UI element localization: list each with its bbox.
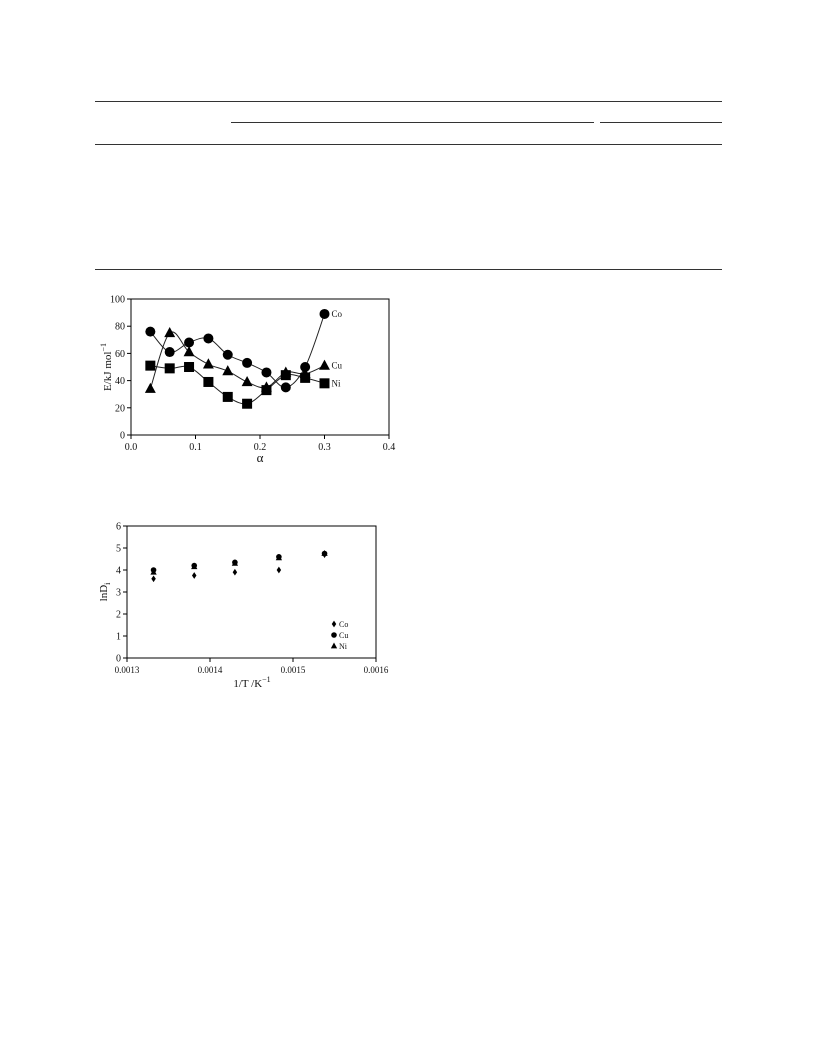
chart2-y-tick-label: 6 xyxy=(116,521,121,533)
chart2-y-tick-label: 0 xyxy=(116,653,121,665)
chart1-x-tick-label: 0.1 xyxy=(189,442,202,453)
chart2-legend-label-ni: Ni xyxy=(339,642,347,651)
chart2-point-co xyxy=(151,575,155,582)
chart1-y-tick-label: 80 xyxy=(115,321,125,333)
chart1-x-tick-label: 0.2 xyxy=(253,442,267,453)
chart2-y-tick-label: 5 xyxy=(116,543,121,555)
chart2-legend-label-co: Co xyxy=(339,620,349,629)
chart2-x-tick-label: 0.0016 xyxy=(363,665,389,675)
chart1-x-tick-label: 0.4 xyxy=(382,442,396,453)
chart2-point-co xyxy=(192,572,196,579)
chart2-x-tick-label: 0.0013 xyxy=(114,665,140,675)
chart1-y-axis-label: E/kJ mol$^{-1}$ xyxy=(99,343,114,391)
chart2-y-tick-label: 1 xyxy=(116,631,121,643)
chart1-y-tick-label: 100 xyxy=(110,294,125,306)
chart1-x-tick-label: 0.0 xyxy=(124,442,138,453)
chart2-y-tick-label: 3 xyxy=(116,587,121,599)
chart2-legend-marker-ni xyxy=(331,643,337,649)
chart2-y-tick-label: 2 xyxy=(116,609,121,621)
chart2-point-co xyxy=(233,569,237,576)
chart1-x-tick-label: 0.3 xyxy=(318,442,331,453)
chart2-legend-label-cu: Cu xyxy=(339,631,349,640)
chart1-y-tick-label: 0 xyxy=(120,430,125,442)
chart2-y-axis-label: lnD$_i$ xyxy=(98,582,112,602)
chart1-series-label-cu: Cu xyxy=(331,360,343,371)
chart2-x-tick-label: 0.0015 xyxy=(280,665,306,675)
chart1-y-tick-label: 60 xyxy=(115,348,125,360)
chart1-series-label-ni: Ni xyxy=(331,378,341,389)
chart2-point-co xyxy=(277,567,281,574)
chart1-series-label-co: Co xyxy=(331,308,343,319)
chart2-legend-marker-co xyxy=(332,621,336,628)
chart1-x-axis-label: α xyxy=(256,450,264,465)
chart2-y-tick-label: 4 xyxy=(116,565,121,577)
chart1-y-tick-label: 40 xyxy=(115,376,125,388)
chart2-x-axis-label: 1/T $/K^{-1}$ xyxy=(233,675,271,690)
chart1-y-tick-label: 20 xyxy=(115,403,125,415)
chart2-x-tick-label: 0.0014 xyxy=(197,665,223,675)
chart2-legend-marker-cu xyxy=(331,632,337,638)
